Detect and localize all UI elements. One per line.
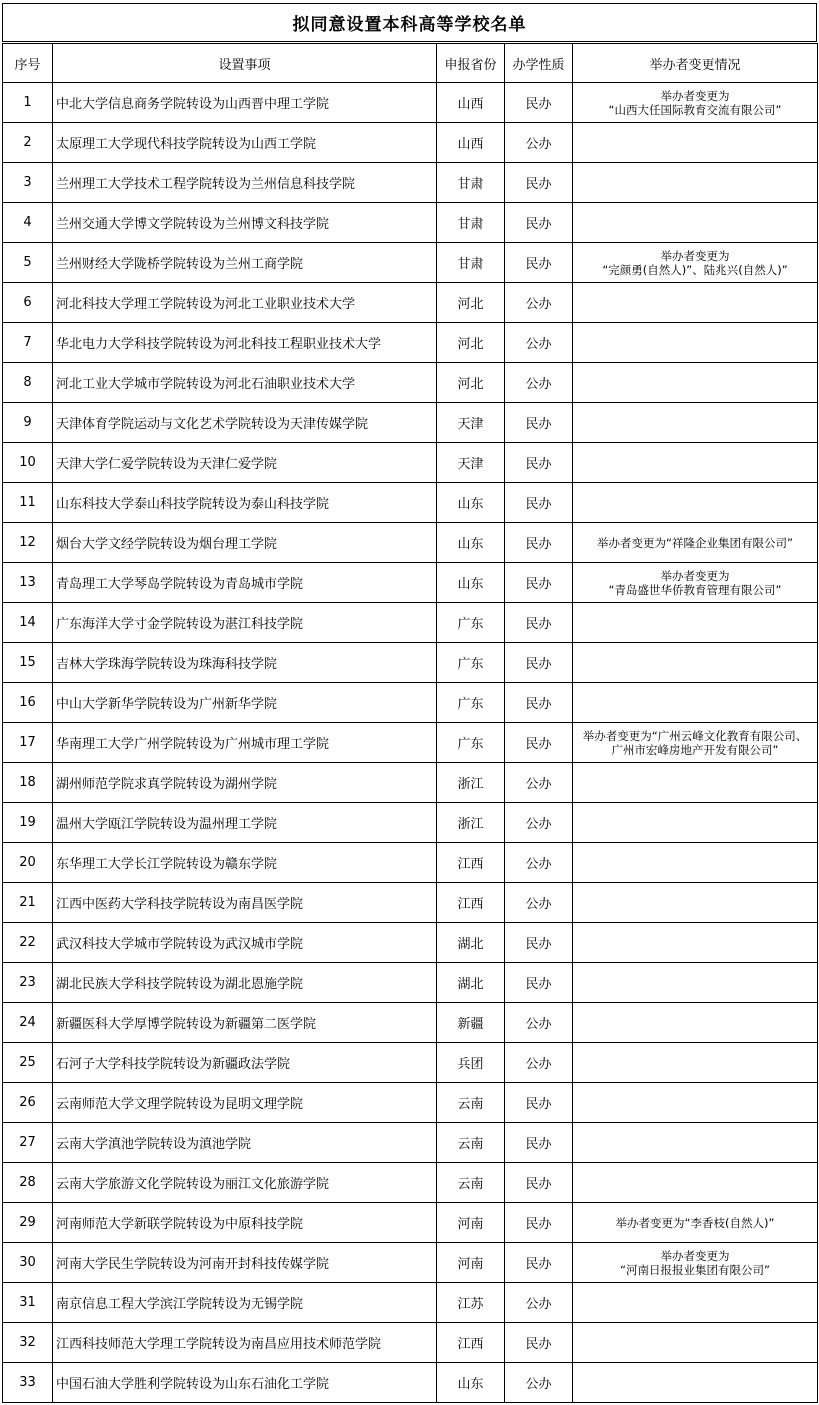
cell-nature: 民办: [505, 1323, 573, 1363]
cell-nature: 公办: [505, 843, 573, 883]
cell-nature: 民办: [505, 163, 573, 203]
cell-nature: 民办: [505, 83, 573, 123]
table-row: [3, 803, 818, 843]
cell-province: 江西: [437, 883, 505, 923]
cell-nature: 公办: [505, 1003, 573, 1043]
cell-note: [573, 603, 818, 643]
table-row: [3, 603, 818, 643]
note-line: 举办者变更为: [660, 88, 730, 103]
cell-nature: 民办: [505, 643, 573, 683]
cell-seq: 12: [3, 523, 53, 563]
table-row: [3, 203, 818, 243]
cell-seq: 11: [3, 483, 53, 523]
cell-province: 山东: [437, 483, 505, 523]
cell-province: 广东: [437, 683, 505, 723]
cell-item: 云南师范大学文理学院转设为昆明文理学院: [53, 1083, 437, 1123]
note-line: 广州市宏峰房地产开发有限公司”: [611, 742, 779, 757]
cell-item: 中国石油大学胜利学院转设为山东石油化工学院: [53, 1363, 437, 1403]
cell-nature: 民办: [505, 683, 573, 723]
cell-nature: 民办: [505, 603, 573, 643]
header-item: 设置事项: [53, 44, 437, 83]
note-line: 举办者变更为: [660, 248, 730, 263]
cell-item: 华南理工大学广州学院转设为广州城市理工学院: [53, 723, 437, 763]
cell-province: 山西: [437, 83, 505, 123]
cell-seq: 4: [3, 203, 53, 243]
cell-seq: 27: [3, 1123, 53, 1163]
table-row: [3, 1123, 818, 1163]
cell-note: [573, 1283, 818, 1323]
cell-province: 新疆: [437, 1003, 505, 1043]
cell-nature: 公办: [505, 363, 573, 403]
cell-item: 兰州理工大学技术工程学院转设为兰州信息科技学院: [53, 163, 437, 203]
cell-nature: 公办: [505, 1363, 573, 1403]
cell-nature: 公办: [505, 123, 573, 163]
table-row: [3, 323, 818, 363]
cell-nature: 民办: [505, 523, 573, 563]
cell-item: 武汉科技大学城市学院转设为武汉城市学院: [53, 923, 437, 963]
cell-note: [573, 163, 818, 203]
table-row: [3, 403, 818, 443]
cell-seq: 22: [3, 923, 53, 963]
cell-note: [573, 1163, 818, 1203]
cell-note: [573, 1203, 818, 1243]
cell-note: [573, 1083, 818, 1123]
cell-item: 广东海洋大学寸金学院转设为湛江科技学院: [53, 603, 437, 643]
cell-note: [573, 1323, 818, 1363]
cell-seq: 24: [3, 1003, 53, 1043]
note-line: “青岛盛世华侨教育管理有限公司”: [608, 582, 782, 597]
cell-item: 山东科技大学泰山科技学院转设为泰山科技学院: [53, 483, 437, 523]
table-row: [3, 723, 818, 763]
table-body: [3, 83, 818, 1403]
cell-note: [573, 283, 818, 323]
note-line: 举办者变更为“李香枝(自然人)”: [615, 1215, 775, 1230]
cell-item: 中山大学新华学院转设为广州新华学院: [53, 683, 437, 723]
cell-nature: 民办: [505, 1123, 573, 1163]
table-row: [3, 963, 818, 1003]
cell-seq: 29: [3, 1203, 53, 1243]
table-row: [3, 243, 818, 283]
university-list-table: [2, 43, 818, 1403]
cell-province: 浙江: [437, 803, 505, 843]
cell-province: 甘肃: [437, 243, 505, 283]
cell-note: [573, 243, 818, 283]
cell-note: [573, 963, 818, 1003]
table-row: [3, 523, 818, 563]
cell-seq: 19: [3, 803, 53, 843]
cell-nature: 民办: [505, 443, 573, 483]
table-row: [3, 643, 818, 683]
cell-seq: 23: [3, 963, 53, 1003]
cell-item: 石河子大学科技学院转设为新疆政法学院: [53, 1043, 437, 1083]
cell-province: 河北: [437, 323, 505, 363]
cell-nature: 民办: [505, 1243, 573, 1283]
note-line: 举办者变更为: [660, 1248, 730, 1263]
cell-province: 广东: [437, 723, 505, 763]
note-line: “山西大任国际教育交流有限公司”: [608, 102, 782, 117]
table-row: [3, 1283, 818, 1323]
cell-item: 江西中医药大学科技学院转设为南昌医学院: [53, 883, 437, 923]
cell-item: 天津大学仁爱学院转设为天津仁爱学院: [53, 443, 437, 483]
table-row: [3, 1043, 818, 1083]
cell-item: 烟台大学文经学院转设为烟台理工学院: [53, 523, 437, 563]
cell-note: [573, 323, 818, 363]
cell-province: 山西: [437, 123, 505, 163]
cell-province: 天津: [437, 403, 505, 443]
table-row: [3, 763, 818, 803]
cell-seq: 25: [3, 1043, 53, 1083]
cell-note: [573, 1043, 818, 1083]
cell-seq: 5: [3, 243, 53, 283]
cell-note: [573, 443, 818, 483]
cell-province: 湖北: [437, 923, 505, 963]
cell-province: 河南: [437, 1203, 505, 1243]
cell-nature: 公办: [505, 323, 573, 363]
cell-item: 东华理工大学长江学院转设为赣东学院: [53, 843, 437, 883]
cell-seq: 33: [3, 1363, 53, 1403]
cell-nature: 民办: [505, 483, 573, 523]
cell-province: 兵团: [437, 1043, 505, 1083]
cell-seq: 20: [3, 843, 53, 883]
cell-item: 云南大学滇池学院转设为滇池学院: [53, 1123, 437, 1163]
cell-nature: 民办: [505, 563, 573, 603]
cell-province: 山东: [437, 1363, 505, 1403]
table-row: [3, 1243, 818, 1283]
cell-nature: 民办: [505, 963, 573, 1003]
cell-seq: 21: [3, 883, 53, 923]
header-nature: 办学性质: [505, 44, 573, 83]
cell-nature: 民办: [505, 403, 573, 443]
header-seq: 序号: [3, 44, 53, 83]
note-line: 举办者变更为: [660, 568, 730, 583]
cell-note: [573, 683, 818, 723]
table-row: [3, 483, 818, 523]
cell-province: 山东: [437, 563, 505, 603]
cell-item: 河南师范大学新联学院转设为中原科技学院: [53, 1203, 437, 1243]
header-province: 申报省份: [437, 44, 505, 83]
cell-note: [573, 843, 818, 883]
header-note: 举办者变更情况: [573, 44, 818, 83]
cell-province: 江西: [437, 1323, 505, 1363]
cell-seq: 32: [3, 1323, 53, 1363]
cell-nature: 民办: [505, 1203, 573, 1243]
table-title: 拟同意设置本科高等学校名单: [2, 3, 817, 42]
cell-seq: 15: [3, 643, 53, 683]
cell-nature: 公办: [505, 803, 573, 843]
cell-nature: 公办: [505, 283, 573, 323]
cell-province: 江西: [437, 843, 505, 883]
cell-note: [573, 403, 818, 443]
cell-seq: 13: [3, 563, 53, 603]
table-row: [3, 563, 818, 603]
table-row: [3, 1323, 818, 1363]
cell-item: 温州大学瓯江学院转设为温州理工学院: [53, 803, 437, 843]
cell-province: 甘肃: [437, 203, 505, 243]
cell-nature: 公办: [505, 883, 573, 923]
cell-note: [573, 923, 818, 963]
cell-item: 南京信息工程大学滨江学院转设为无锡学院: [53, 1283, 437, 1323]
cell-province: 广东: [437, 643, 505, 683]
cell-nature: 民办: [505, 923, 573, 963]
cell-nature: 民办: [505, 1083, 573, 1123]
table-row: [3, 883, 818, 923]
cell-seq: 14: [3, 603, 53, 643]
cell-item: 湖北民族大学科技学院转设为湖北恩施学院: [53, 963, 437, 1003]
cell-seq: 8: [3, 363, 53, 403]
cell-item: 天津体育学院运动与文化艺术学院转设为天津传媒学院: [53, 403, 437, 443]
cell-item: 河南大学民生学院转设为河南开封科技传媒学院: [53, 1243, 437, 1283]
cell-seq: 18: [3, 763, 53, 803]
cell-note: [573, 363, 818, 403]
cell-note: [573, 1123, 818, 1163]
cell-province: 江苏: [437, 1283, 505, 1323]
note-line: “河南日报报业集团有限公司”: [620, 1262, 770, 1277]
cell-province: 甘肃: [437, 163, 505, 203]
cell-seq: 6: [3, 283, 53, 323]
table-row: [3, 1203, 818, 1243]
cell-seq: 17: [3, 723, 53, 763]
cell-item: 中北大学信息商务学院转设为山西晋中理工学院: [53, 83, 437, 123]
cell-note: [573, 883, 818, 923]
note-line: “完颜勇(自然人)”、陆兆兴(自然人)”: [602, 262, 788, 277]
cell-nature: 民办: [505, 1163, 573, 1203]
cell-note: [573, 1243, 818, 1283]
cell-item: 河北工业大学城市学院转设为河北石油职业技术大学: [53, 363, 437, 403]
cell-note: [573, 1003, 818, 1043]
cell-seq: 16: [3, 683, 53, 723]
cell-province: 河北: [437, 283, 505, 323]
cell-note: [573, 483, 818, 523]
cell-note: [573, 723, 818, 763]
table-row: [3, 683, 818, 723]
cell-province: 广东: [437, 603, 505, 643]
cell-nature: 公办: [505, 1043, 573, 1083]
cell-province: 河南: [437, 1243, 505, 1283]
cell-item: 江西科技师范大学理工学院转设为南昌应用技术师范学院: [53, 1323, 437, 1363]
table-row: [3, 1083, 818, 1123]
cell-note: [573, 83, 818, 123]
note-line: 举办者变更为“广州云峰文化教育有限公司、: [582, 728, 808, 743]
table-row: [3, 163, 818, 203]
cell-seq: 28: [3, 1163, 53, 1203]
table-row: [3, 1163, 818, 1203]
cell-seq: 31: [3, 1283, 53, 1323]
cell-item: 兰州财经大学陇桥学院转设为兰州工商学院: [53, 243, 437, 283]
table-row: [3, 1003, 818, 1043]
cell-seq: 9: [3, 403, 53, 443]
cell-province: 云南: [437, 1163, 505, 1203]
note-line: 举办者变更为“祥隆企业集团有限公司”: [597, 535, 793, 550]
table-row: [3, 123, 818, 163]
cell-province: 云南: [437, 1083, 505, 1123]
cell-province: 河北: [437, 363, 505, 403]
cell-item: 湖州师范学院求真学院转设为湖州学院: [53, 763, 437, 803]
header-row: [3, 44, 818, 83]
cell-note: [573, 123, 818, 163]
cell-nature: 公办: [505, 763, 573, 803]
cell-item: 吉林大学珠海学院转设为珠海科技学院: [53, 643, 437, 683]
table-row: [3, 83, 818, 123]
cell-nature: 公办: [505, 1283, 573, 1323]
table-row: [3, 283, 818, 323]
cell-note: [573, 563, 818, 603]
cell-seq: 3: [3, 163, 53, 203]
table-row: [3, 843, 818, 883]
cell-item: 华北电力大学科技学院转设为河北科技工程职业技术大学: [53, 323, 437, 363]
cell-province: 湖北: [437, 963, 505, 1003]
cell-province: 云南: [437, 1123, 505, 1163]
cell-note: [573, 1363, 818, 1403]
table-row: [3, 363, 818, 403]
cell-province: 山东: [437, 523, 505, 563]
cell-seq: 2: [3, 123, 53, 163]
cell-item: 太原理工大学现代科技学院转设为山西工学院: [53, 123, 437, 163]
cell-nature: 民办: [505, 723, 573, 763]
cell-item: 河北科技大学理工学院转设为河北工业职业技术大学: [53, 283, 437, 323]
cell-note: [573, 643, 818, 683]
cell-seq: 7: [3, 323, 53, 363]
cell-seq: 26: [3, 1083, 53, 1123]
cell-seq: 1: [3, 83, 53, 123]
cell-province: 浙江: [437, 763, 505, 803]
cell-note: [573, 763, 818, 803]
cell-note: [573, 203, 818, 243]
table-row: [3, 443, 818, 483]
cell-item: 青岛理工大学琴岛学院转设为青岛城市学院: [53, 563, 437, 603]
cell-item: 兰州交通大学博文学院转设为兰州博文科技学院: [53, 203, 437, 243]
cell-nature: 民办: [505, 243, 573, 283]
cell-item: 新疆医科大学厚博学院转设为新疆第二医学院: [53, 1003, 437, 1043]
cell-seq: 30: [3, 1243, 53, 1283]
cell-note: [573, 523, 818, 563]
table-row: [3, 1363, 818, 1403]
cell-nature: 民办: [505, 203, 573, 243]
table-row: [3, 923, 818, 963]
cell-province: 天津: [437, 443, 505, 483]
cell-seq: 10: [3, 443, 53, 483]
cell-item: 云南大学旅游文化学院转设为丽江文化旅游学院: [53, 1163, 437, 1203]
cell-note: [573, 803, 818, 843]
